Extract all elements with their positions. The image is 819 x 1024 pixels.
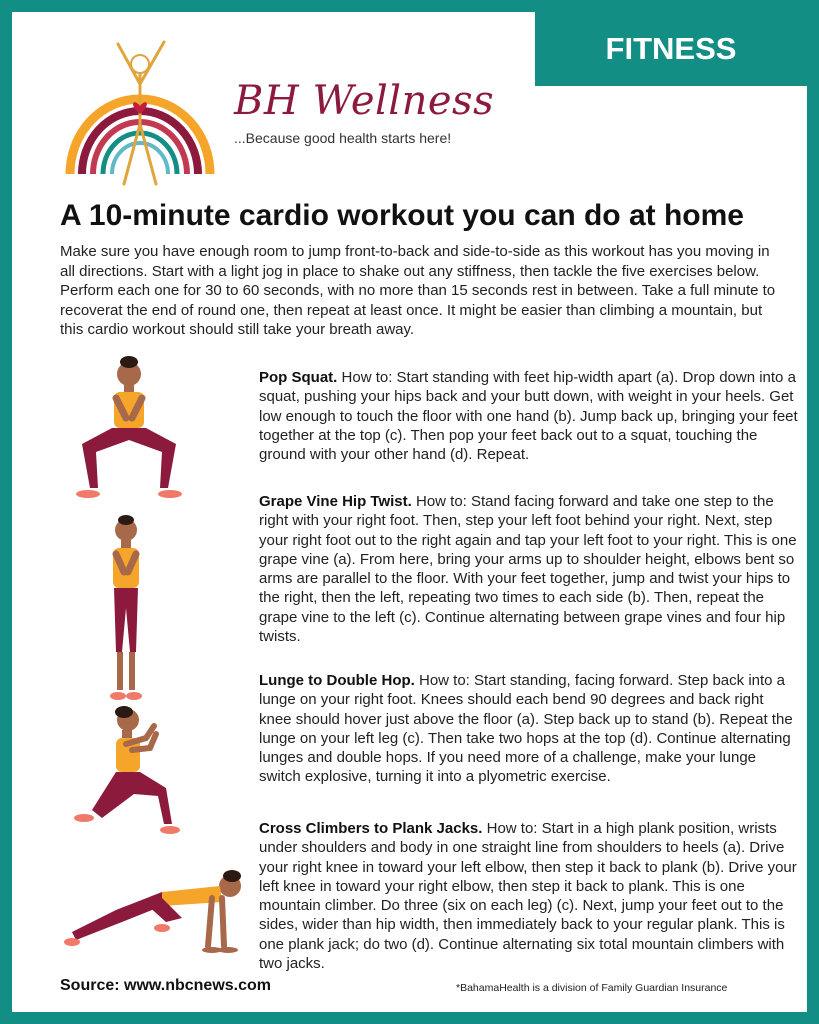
grape-vine-illustration — [96, 512, 156, 702]
brand-tagline: ...Because good health starts here! — [234, 130, 452, 146]
pop-squat-illustration — [64, 348, 194, 498]
exercise-name: Lunge to Double Hop. — [259, 672, 415, 689]
exercise-item — [259, 492, 799, 646]
exercise-description: How to: Start in a high plank position, wrists under shoulders and body in one straight line from shoulders to heels (a). Drive your right knee in toward your left elbow, then step it back to plank (b). Drive your left knee in toward your right elbow, then step it back to plank. This is one mountain climber. Do three (six on each leg) (c). Next, jump your feet out to the sides, wider than hip width, then immediately back to your regular plank. This is one plank jack; do two (d). Continue alternating six total mountain climbers with two jacks. — [259, 820, 797, 973]
exercise-description: How to: Start standing, facing forward. Step back into a lunge on your right foot. Knees should each bend 90 degrees and back right knee should hover just above the floor (a). Step back up to stand (b). Repeat the lunge on your left leg (c). Then take two hops at the top (d). Continue alternating lunges and double hops. If you need more of a challenge, make your lunge switch explosive, turning it into a plyometric exercise. — [259, 672, 793, 786]
wellness-logo-icon — [60, 24, 220, 194]
exercise-item — [259, 368, 799, 464]
brand-name: BH Wellness — [234, 78, 495, 124]
exercise-name: Grape Vine Hip Twist. — [259, 493, 412, 510]
page-sheet — [12, 12, 807, 1012]
page-title: A 10-minute cardio workout you can do at home — [60, 199, 744, 232]
cross-climbers-illustration — [62, 862, 252, 962]
exercise-description: How to: Stand facing forward and take one step to the right with your right foot. Then, step your left foot behind your right. Next, step your right foot out to the right again and tap your left foot to your right. This is one grape vine (a). From here, bring your arms up to shoulder height, elbows bent so arms are parallel to the floor. With your feet together, jump and twist your hips to the right, then the left, repeating two times to each side (b). Then, repeat the grape vine to the left (c). Continue alternating between grape vines and four hip twists. — [259, 493, 797, 646]
disclaimer-note: *BahamaHealth is a division of Family Guardian Insurance — [456, 982, 728, 994]
lunge-illustration — [62, 698, 202, 838]
exercise-name: Pop Squat. — [259, 369, 338, 386]
exercise-item — [259, 671, 799, 787]
exercise-description: How to: Start standing with feet hip-width apart (a). Drop down into a squat, pushing your hips back and your butt down, with weight in your heels. Get low enough to touch the floor with one hand (b). Jump back up, bringing your feet together at the top (c). Then pop your feet back out to a squat, touching the ground with your other hand (d). Repeat. — [259, 369, 798, 464]
exercise-name: Cross Climbers to Plank Jacks. — [259, 820, 483, 837]
exercise-item — [259, 819, 799, 973]
section-tab-label: FITNESS — [605, 31, 737, 66]
section-tab — [535, 12, 807, 86]
intro-paragraph: Make sure you have enough room to jump front-to-back and side-to-side as this workout has you moving in all directions. Start with a light jog in place to shake out any stiffness, then tackle the five exercises below. Perform each one for 30 to 60 seconds, with no more than 15 seconds rest in between. Take a full minute to recoverat the end of round one, then repeat at least once. It might be easier than climbing a mountain, but this cardio workout should still take your breath away. — [60, 243, 776, 338]
source-credit: Source: www.nbcnews.com — [60, 977, 272, 994]
